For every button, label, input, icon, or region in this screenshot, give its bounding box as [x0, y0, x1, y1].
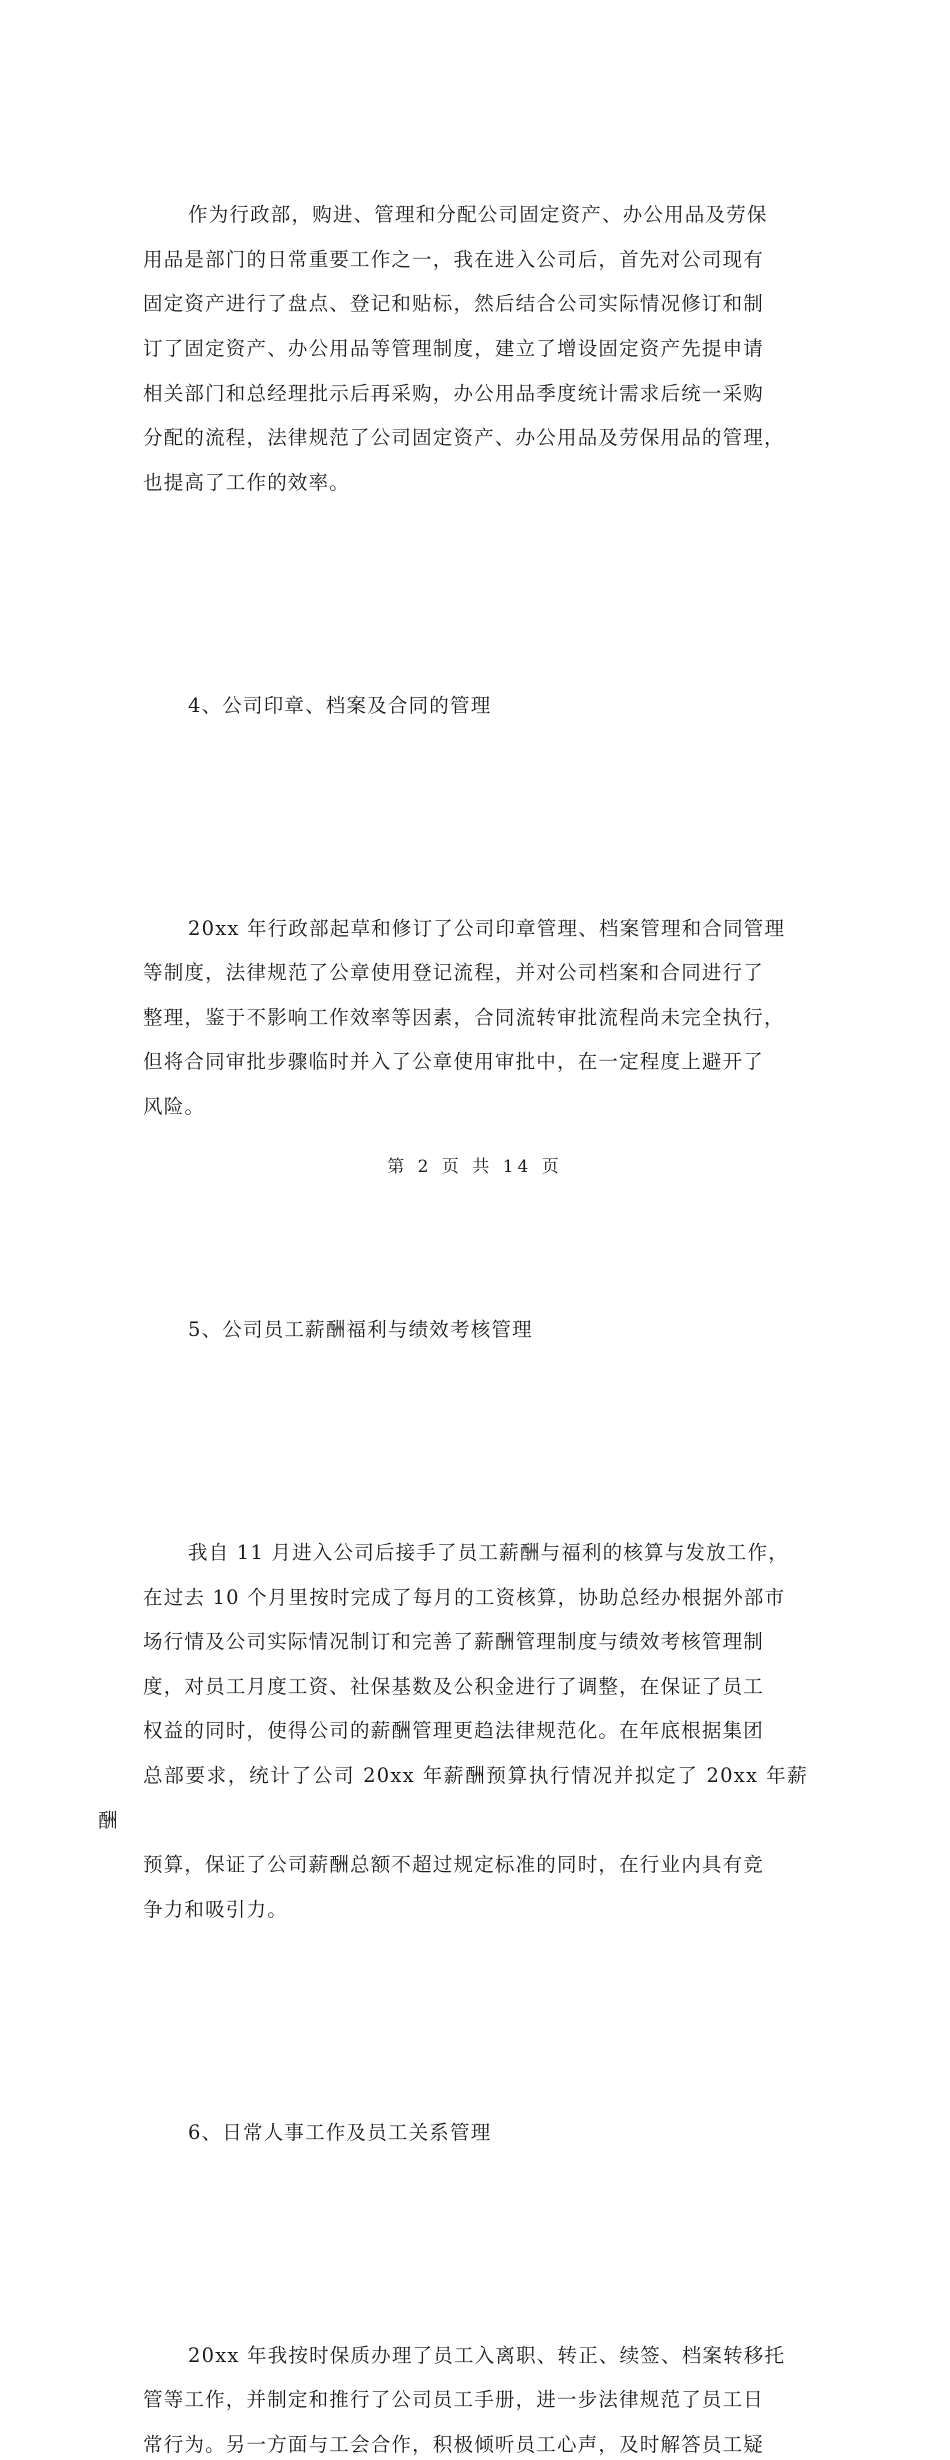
text-line: 常行为。另一方面与工会合作，积极倾听员工心声，及时解答员工疑	[98, 2423, 808, 2460]
text-line: 也提高了工作的效率。	[98, 461, 808, 506]
text-line: 20xx 年我按时保质办理了员工入离职、转正、续签、档案转移托	[143, 2334, 808, 2379]
section-heading-personnel	[143, 2022, 808, 2245]
text-line: 20xx 年行政部起草和修订了公司印章管理、档案管理和合同管理	[143, 907, 808, 952]
heading-text: 5、公司员工薪酬福利与绩效考核管理	[143, 1308, 808, 1353]
text-line: 但将合同审批步骤临时并入了公章使用审批中，在一定程度上避开了	[98, 1040, 808, 1085]
heading-text: 4、公司印章、档案及合同的管理	[143, 684, 808, 729]
text-line: 场行情及公司实际情况制订和完善了薪酬管理制度与绩效考核管理制	[98, 1620, 808, 1665]
text-line: 争力和吸引力。	[98, 1888, 808, 1933]
text-line: 预算，保证了公司薪酬总额不超过规定标准的同时，在行业内具有竞	[98, 1843, 808, 1888]
text-line: 在过去 10 个月里按时完成了每月的工资核算，协助总经办根据外部市	[98, 1576, 808, 1621]
paragraph-personnel	[143, 2245, 808, 2460]
paragraph-compensation	[143, 1442, 808, 2022]
text-line: 作为行政部，购进、管理和分配公司固定资产、办公用品及劳保	[143, 193, 808, 238]
text-line: 等制度，法律规范了公章使用登记流程，并对公司档案和合同进行了	[98, 951, 808, 996]
section-heading-compensation	[143, 1219, 808, 1442]
text-line: 订了固定资产、办公用品等管理制度，建立了增设固定资产先提申请	[98, 327, 808, 372]
text-line: 固定资产进行了盘点、登记和贴标，然后结合公司实际情况修订和制	[98, 282, 808, 327]
text-line: 整理，鉴于不影响工作效率等因素，合同流转审批流程尚未完全执行，	[98, 996, 808, 1041]
heading-text: 6、日常人事工作及员工关系管理	[143, 2111, 808, 2156]
text-line: 我自 11 月进入公司后接手了员工薪酬与福利的核算与发放工作，	[143, 1531, 808, 1576]
section-heading-seal-archive-contract	[143, 595, 808, 818]
text-line: 分配的流程，法律规范了公司固定资产、办公用品及劳保用品的管理，	[98, 416, 808, 461]
paragraph-fixed-assets	[143, 104, 808, 595]
text-line: 总部要求，统计了公司 20xx 年薪酬预算执行情况并拟定了 20xx 年薪酬	[98, 1754, 808, 1843]
page-footer: 第 2 页 共 14 页	[0, 1152, 950, 1177]
text-line: 相关部门和总经理批示后再采购，办公用品季度统计需求后统一采购	[98, 372, 808, 417]
document-body	[143, 104, 808, 2460]
text-line: 风险。	[98, 1085, 808, 1130]
text-line: 权益的同时，使得公司的薪酬管理更趋法律规范化。在年底根据集团	[98, 1709, 808, 1754]
text-line: 用品是部门的日常重要工作之一，我在进入公司后，首先对公司现有	[98, 238, 808, 283]
text-line: 管等工作，并制定和推行了公司员工手册，进一步法律规范了员工日	[98, 2378, 808, 2423]
text-line: 度，对员工月度工资、社保基数及公积金进行了调整，在保证了员工	[98, 1665, 808, 1710]
